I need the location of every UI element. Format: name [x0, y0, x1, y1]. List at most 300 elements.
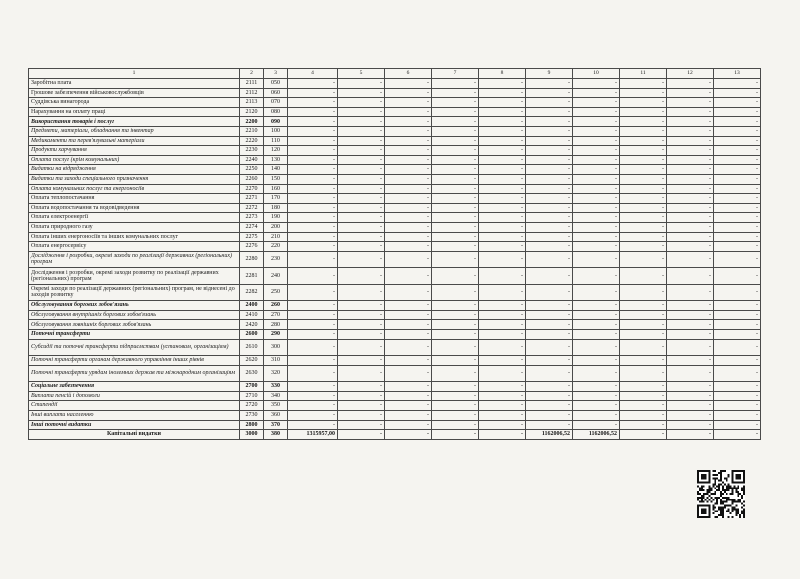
value-cell: - — [573, 365, 620, 382]
value-cell: - — [620, 356, 667, 366]
value-cell: - — [432, 401, 479, 411]
value-cell: - — [479, 320, 526, 330]
value-cell: - — [667, 365, 714, 382]
row-name-cell: Окремі заходи по реалізації державних (регіональних) програм, не віднесені до заходів розвитку — [29, 284, 240, 301]
value-cell: 1162006,52 — [526, 430, 573, 440]
value-cell: - — [479, 126, 526, 136]
value-cell: - — [432, 356, 479, 366]
value-cell: - — [620, 301, 667, 311]
value-cell: - — [526, 310, 573, 320]
table-row — [29, 391, 761, 401]
row-name-cell: Дослідження і розробки, окремі заходи розвитку по реалізації державних (регіональних) програм — [29, 268, 240, 285]
value-cell: - — [620, 251, 667, 268]
value-cell: - — [573, 268, 620, 285]
value-cell: - — [385, 329, 432, 339]
value-cell: - — [338, 88, 385, 98]
value-cell: - — [288, 155, 338, 165]
table-row — [29, 213, 761, 223]
value-cell: - — [288, 339, 338, 356]
value-cell: - — [385, 420, 432, 430]
value-cell: - — [385, 310, 432, 320]
value-cell: - — [385, 284, 432, 301]
value-cell: - — [288, 420, 338, 430]
header-cell: 7 — [432, 69, 479, 79]
value-cell: - — [338, 382, 385, 392]
kekv-code-cell: 2620 — [240, 356, 264, 366]
kekv-code-cell: 2276 — [240, 242, 264, 252]
value-cell: - — [288, 126, 338, 136]
value-cell: - — [526, 126, 573, 136]
value-cell: - — [288, 117, 338, 127]
value-cell: - — [338, 310, 385, 320]
value-cell: - — [432, 79, 479, 89]
value-cell: - — [526, 420, 573, 430]
value-cell: - — [432, 268, 479, 285]
value-cell: - — [714, 232, 761, 242]
value-cell: - — [338, 155, 385, 165]
value-cell: - — [385, 88, 432, 98]
row-name-cell: Стипендії — [29, 401, 240, 411]
row-name-cell: Обслуговування боргових зобов'язань — [29, 301, 240, 311]
value-cell: - — [714, 365, 761, 382]
value-cell: - — [526, 301, 573, 311]
row-name-cell: Нарахування на оплату праці — [29, 107, 240, 117]
value-cell: - — [526, 242, 573, 252]
value-cell: - — [667, 146, 714, 156]
header-cell: 10 — [573, 69, 620, 79]
value-cell: - — [714, 420, 761, 430]
value-cell: - — [479, 401, 526, 411]
value-cell: - — [338, 401, 385, 411]
value-cell: - — [573, 329, 620, 339]
value-cell: - — [526, 391, 573, 401]
row-name-cell: Предмети, матеріали, обладнання та інвентар — [29, 126, 240, 136]
value-cell: - — [479, 88, 526, 98]
table-row — [29, 329, 761, 339]
value-cell: - — [667, 391, 714, 401]
kekv-code-cell: 2250 — [240, 165, 264, 175]
table-row — [29, 339, 761, 356]
kekv-code-cell: 2275 — [240, 232, 264, 242]
value-cell: - — [714, 117, 761, 127]
value-cell: - — [526, 79, 573, 89]
value-cell: - — [432, 242, 479, 252]
value-cell: - — [338, 126, 385, 136]
value-cell: - — [479, 222, 526, 232]
row-name-cell: Обслуговування зовнішніх боргових зобов'язань — [29, 320, 240, 330]
value-cell: - — [573, 126, 620, 136]
value-cell: - — [479, 136, 526, 146]
value-cell: - — [667, 155, 714, 165]
value-cell: - — [526, 232, 573, 242]
value-cell: - — [573, 194, 620, 204]
line-code-cell: 300 — [264, 339, 288, 356]
value-cell: - — [573, 242, 620, 252]
table-row — [29, 194, 761, 204]
header-cell: 3 — [264, 69, 288, 79]
value-cell: - — [526, 251, 573, 268]
value-cell: - — [714, 320, 761, 330]
value-cell: - — [432, 88, 479, 98]
value-cell: - — [526, 222, 573, 232]
kekv-code-cell: 2730 — [240, 410, 264, 420]
table-row — [29, 165, 761, 175]
value-cell: - — [338, 242, 385, 252]
value-cell: - — [620, 126, 667, 136]
value-cell: - — [667, 356, 714, 366]
value-cell: - — [714, 251, 761, 268]
line-code-cell: 140 — [264, 165, 288, 175]
value-cell: - — [667, 203, 714, 213]
value-cell: - — [385, 194, 432, 204]
value-cell: - — [620, 107, 667, 117]
table-row — [29, 136, 761, 146]
value-cell: - — [714, 430, 761, 440]
header-cell: 11 — [620, 69, 667, 79]
row-name-cell: Оплата теплопостачання — [29, 194, 240, 204]
value-cell: - — [667, 213, 714, 223]
kekv-code-cell: 2200 — [240, 117, 264, 127]
value-cell: - — [432, 391, 479, 401]
value-cell: - — [479, 365, 526, 382]
value-cell: - — [714, 284, 761, 301]
row-name-cell: Поточні трансферти органам державного управління інших рівнів — [29, 356, 240, 366]
value-cell: - — [338, 329, 385, 339]
value-cell: - — [667, 232, 714, 242]
value-cell: - — [338, 203, 385, 213]
value-cell: - — [479, 329, 526, 339]
value-cell: - — [667, 320, 714, 330]
value-cell: - — [620, 98, 667, 108]
value-cell: - — [714, 301, 761, 311]
header-cell: 4 — [288, 69, 338, 79]
value-cell: - — [432, 320, 479, 330]
value-cell: - — [385, 356, 432, 366]
header-cell: 6 — [385, 69, 432, 79]
value-cell: - — [714, 410, 761, 420]
value-cell: - — [573, 284, 620, 301]
value-cell: - — [338, 251, 385, 268]
footer-left-mark — [36, 535, 37, 541]
value-cell: - — [288, 356, 338, 366]
row-name-cell: Видатки на відрядження — [29, 165, 240, 175]
line-code-cell: 350 — [264, 401, 288, 411]
value-cell: - — [288, 107, 338, 117]
value-cell: - — [714, 401, 761, 411]
table-row — [29, 126, 761, 136]
value-cell: - — [620, 329, 667, 339]
kekv-code-cell: 2113 — [240, 98, 264, 108]
value-cell: - — [479, 79, 526, 89]
value-cell: - — [338, 136, 385, 146]
kekv-code-cell: 2400 — [240, 301, 264, 311]
value-cell: - — [667, 79, 714, 89]
value-cell: - — [432, 174, 479, 184]
kekv-code-cell: 2700 — [240, 382, 264, 392]
value-cell: - — [620, 420, 667, 430]
value-cell: - — [714, 88, 761, 98]
value-cell: - — [288, 329, 338, 339]
value-cell: - — [667, 242, 714, 252]
line-code-cell: 130 — [264, 155, 288, 165]
kekv-code-cell: 2720 — [240, 401, 264, 411]
row-name-cell: Поточні трансферти — [29, 329, 240, 339]
line-code-cell: 090 — [264, 117, 288, 127]
value-cell: - — [432, 420, 479, 430]
row-name-cell: Оплата енергосервісу — [29, 242, 240, 252]
value-cell: - — [432, 194, 479, 204]
table-row — [29, 88, 761, 98]
value-cell: - — [385, 126, 432, 136]
value-cell: - — [620, 410, 667, 420]
line-code-cell: 360 — [264, 410, 288, 420]
kekv-code-cell: 2240 — [240, 155, 264, 165]
value-cell: - — [667, 410, 714, 420]
kekv-code-cell: 2800 — [240, 420, 264, 430]
value-cell: - — [714, 146, 761, 156]
value-cell: - — [479, 339, 526, 356]
table-row — [29, 382, 761, 392]
value-cell: - — [620, 194, 667, 204]
line-code-cell: 200 — [264, 222, 288, 232]
value-cell: - — [288, 365, 338, 382]
value-cell: - — [526, 401, 573, 411]
value-cell: - — [385, 232, 432, 242]
value-cell: - — [667, 194, 714, 204]
value-cell: - — [338, 339, 385, 356]
line-code-cell: 160 — [264, 184, 288, 194]
value-cell: - — [432, 301, 479, 311]
value-cell: - — [385, 410, 432, 420]
value-cell: - — [479, 194, 526, 204]
value-cell: - — [573, 401, 620, 411]
line-code-cell: 340 — [264, 391, 288, 401]
line-code-cell: 330 — [264, 382, 288, 392]
value-cell: - — [288, 203, 338, 213]
table-row — [29, 420, 761, 430]
kekv-code-cell: 2272 — [240, 203, 264, 213]
value-cell: - — [667, 251, 714, 268]
value-cell: - — [573, 117, 620, 127]
value-cell: - — [432, 430, 479, 440]
line-code-cell: 380 — [264, 430, 288, 440]
line-code-cell: 050 — [264, 79, 288, 89]
line-code-cell: 120 — [264, 146, 288, 156]
value-cell: - — [573, 98, 620, 108]
table-row — [29, 232, 761, 242]
value-cell: - — [526, 174, 573, 184]
value-cell: - — [714, 382, 761, 392]
value-cell: - — [620, 320, 667, 330]
value-cell: - — [573, 320, 620, 330]
value-cell: - — [479, 213, 526, 223]
table-row — [29, 401, 761, 411]
value-cell: - — [714, 194, 761, 204]
value-cell: - — [288, 310, 338, 320]
value-cell: - — [714, 126, 761, 136]
row-name-cell: Оплата природного газу — [29, 222, 240, 232]
value-cell: - — [573, 213, 620, 223]
value-cell: - — [526, 194, 573, 204]
line-code-cell: 170 — [264, 194, 288, 204]
value-cell: - — [620, 184, 667, 194]
value-cell: - — [385, 268, 432, 285]
value-cell: - — [432, 410, 479, 420]
table-row — [29, 222, 761, 232]
line-code-cell: 060 — [264, 88, 288, 98]
value-cell: - — [432, 329, 479, 339]
value-cell: - — [338, 410, 385, 420]
value-cell: - — [620, 268, 667, 285]
value-cell: - — [714, 136, 761, 146]
value-cell: - — [338, 79, 385, 89]
value-cell: - — [385, 401, 432, 411]
line-code-cell: 270 — [264, 310, 288, 320]
value-cell: - — [620, 232, 667, 242]
kekv-code-cell: 3000 — [240, 430, 264, 440]
value-cell: - — [526, 146, 573, 156]
value-cell: - — [573, 203, 620, 213]
value-cell: - — [385, 79, 432, 89]
value-cell: - — [385, 117, 432, 127]
value-cell: - — [385, 382, 432, 392]
value-cell: - — [620, 155, 667, 165]
value-cell: - — [526, 88, 573, 98]
kekv-code-cell: 2112 — [240, 88, 264, 98]
kekv-code-cell: 2210 — [240, 126, 264, 136]
header-cell: 9 — [526, 69, 573, 79]
line-code-cell: 320 — [264, 365, 288, 382]
table-header-row — [29, 69, 761, 79]
table-row — [29, 430, 761, 440]
value-cell: - — [288, 284, 338, 301]
value-cell: 1315957,00 — [288, 430, 338, 440]
value-cell: - — [288, 184, 338, 194]
value-cell: - — [620, 88, 667, 98]
value-cell: - — [479, 356, 526, 366]
value-cell: - — [573, 79, 620, 89]
value-cell: - — [432, 155, 479, 165]
table-row — [29, 79, 761, 89]
value-cell: - — [432, 232, 479, 242]
value-cell: - — [479, 284, 526, 301]
value-cell: - — [714, 107, 761, 117]
line-code-cell: 150 — [264, 174, 288, 184]
value-cell: - — [288, 98, 338, 108]
value-cell: - — [288, 213, 338, 223]
table-row — [29, 174, 761, 184]
value-cell: - — [526, 136, 573, 146]
value-cell: - — [573, 184, 620, 194]
line-code-cell: 080 — [264, 107, 288, 117]
value-cell: - — [573, 420, 620, 430]
value-cell: - — [479, 430, 526, 440]
value-cell: - — [573, 310, 620, 320]
value-cell: - — [573, 222, 620, 232]
value-cell: - — [288, 382, 338, 392]
line-code-cell: 370 — [264, 420, 288, 430]
value-cell: - — [385, 391, 432, 401]
value-cell: - — [432, 365, 479, 382]
row-name-cell: Інші виплати населенню — [29, 410, 240, 420]
value-cell: - — [620, 382, 667, 392]
table-row — [29, 117, 761, 127]
value-cell: - — [667, 88, 714, 98]
value-cell: - — [620, 174, 667, 184]
value-cell: - — [338, 174, 385, 184]
table-row — [29, 107, 761, 117]
value-cell: - — [432, 117, 479, 127]
value-cell: - — [573, 410, 620, 420]
value-cell: - — [526, 268, 573, 285]
value-cell: - — [526, 365, 573, 382]
value-cell: - — [667, 382, 714, 392]
value-cell: - — [385, 251, 432, 268]
value-cell: - — [573, 232, 620, 242]
line-code-cell: 280 — [264, 320, 288, 330]
value-cell: - — [432, 98, 479, 108]
value-cell: - — [338, 213, 385, 223]
value-cell: - — [573, 174, 620, 184]
value-cell: - — [385, 213, 432, 223]
value-cell: - — [667, 401, 714, 411]
value-cell: - — [526, 184, 573, 194]
value-cell: - — [479, 174, 526, 184]
value-cell: - — [573, 107, 620, 117]
table-row — [29, 268, 761, 285]
table-row — [29, 155, 761, 165]
value-cell: - — [288, 320, 338, 330]
value-cell: - — [288, 410, 338, 420]
kekv-code-cell: 2630 — [240, 365, 264, 382]
kekv-code-cell: 2420 — [240, 320, 264, 330]
value-cell: - — [479, 310, 526, 320]
value-cell: - — [714, 222, 761, 232]
value-cell: - — [526, 155, 573, 165]
line-code-cell: 210 — [264, 232, 288, 242]
value-cell: - — [385, 365, 432, 382]
line-code-cell: 310 — [264, 356, 288, 366]
value-cell: - — [573, 165, 620, 175]
value-cell: - — [573, 136, 620, 146]
value-cell: - — [667, 184, 714, 194]
value-cell: - — [714, 310, 761, 320]
value-cell: - — [288, 174, 338, 184]
value-cell: - — [479, 251, 526, 268]
value-cell: - — [432, 213, 479, 223]
line-code-cell: 290 — [264, 329, 288, 339]
row-name-cell: Обслуговування внутрішніх боргових зобов'язань — [29, 310, 240, 320]
row-name-cell: Грошове забезпечення військовослужбовців — [29, 88, 240, 98]
value-cell: - — [479, 242, 526, 252]
kekv-code-cell: 2280 — [240, 251, 264, 268]
kekv-code-cell: 2111 — [240, 79, 264, 89]
value-cell: - — [288, 232, 338, 242]
value-cell: - — [526, 339, 573, 356]
value-cell: 1162006,52 — [573, 430, 620, 440]
value-cell: - — [479, 232, 526, 242]
table-row — [29, 242, 761, 252]
kekv-code-cell: 2274 — [240, 222, 264, 232]
value-cell: - — [479, 155, 526, 165]
value-cell: - — [526, 107, 573, 117]
table-row — [29, 356, 761, 366]
kekv-code-cell: 2281 — [240, 268, 264, 285]
value-cell: - — [385, 242, 432, 252]
value-cell: - — [479, 146, 526, 156]
line-code-cell: 230 — [264, 251, 288, 268]
row-name-cell: Продукти харчування — [29, 146, 240, 156]
